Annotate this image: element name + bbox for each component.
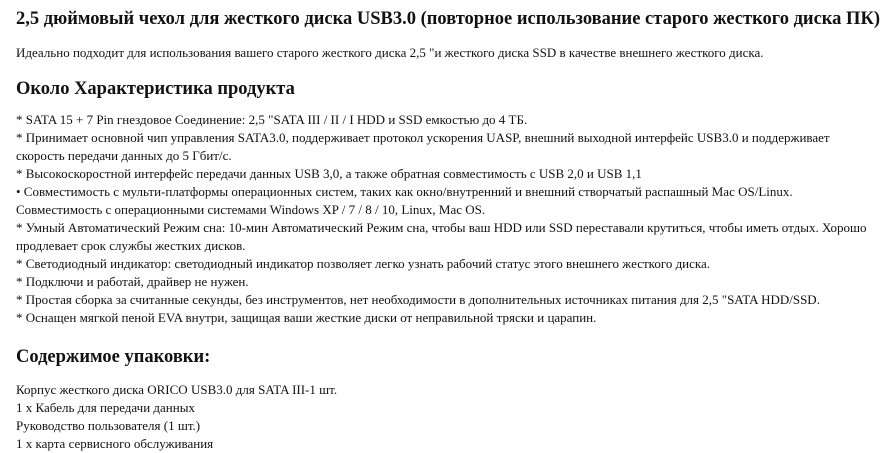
feature-item: * Принимает основной чип управления SATA3.0, поддерживает протокол ускорения UASP, внешний выходной интерфейс USB3.0 и поддерживает скорость передачи данных до 5 Гбит/с.	[16, 130, 830, 163]
feature-item: * Светодиодный индикатор: светодиодный индикатор позволяет легко узнать рабочий статус этого внешнего жесткого диска.	[16, 256, 711, 271]
package-item: 1 x карта сервисного обслуживания	[16, 436, 214, 451]
feature-item: * SATA 15 + 7 Pin гнездовое Соединение: 2,5 "SATA III / II / I HDD и SSD емкостью до 4 ТБ.	[16, 112, 528, 127]
feature-item: * Высокоскоростной интерфейс передачи данных USB 3,0, а также обратная совместимость с USB 2,0 и USB 1,1	[16, 166, 642, 181]
feature-item: * Простая сборка за считанные секунды, без инструментов, нет необходимости в дополнительных источниках питания для 2,5 "SATA HDD/SSD.	[16, 292, 820, 307]
intro-text: Идеально подходит для использования вашего старого жесткого диска 2,5 "и жесткого диска SSD в качестве внешнего жесткого диска.	[16, 45, 764, 60]
package-item: 1 x Кабель для передачи данных	[16, 400, 195, 415]
feature-item: * Умный Автоматический Режим сна: 10-мин Автоматический Режим сна, чтобы ваш HDD или SSD переставали крутиться, чтобы иметь отдых. Хорошо продлевает срок службы жестких дисков.	[16, 220, 867, 253]
package-heading: Содержимое упаковки:	[16, 347, 211, 367]
package-item: Руководство пользователя (1 шт.)	[16, 418, 201, 433]
package-list	[16, 381, 870, 453]
features-list	[16, 111, 870, 327]
page-title: 2,5 дюймовый чехол для жесткого диска USB3.0 (повторное использование старого жесткого диска ПК)	[16, 9, 880, 29]
feature-item: • Совместимость с мульти-платформы операционных систем, таких как окно/внутренний и внешний створчатый распашный Mac OS/Linux. Совместимость с операционными системами Windows XP / 7 / 8 / 10, Linux, Mac OS.	[16, 184, 793, 217]
package-item: Корпус жесткого диска ORICO USB3.0 для SATA III-1 шт.	[16, 382, 338, 397]
feature-item: * Подключи и работай, драйвер не нужен.	[16, 274, 249, 289]
feature-item: * Оснащен мягкой пеной EVA внутри, защищая ваши жесткие диски от неправильной тряски и царапин.	[16, 310, 597, 325]
features-heading: Около Характеристика продукта	[16, 79, 295, 99]
